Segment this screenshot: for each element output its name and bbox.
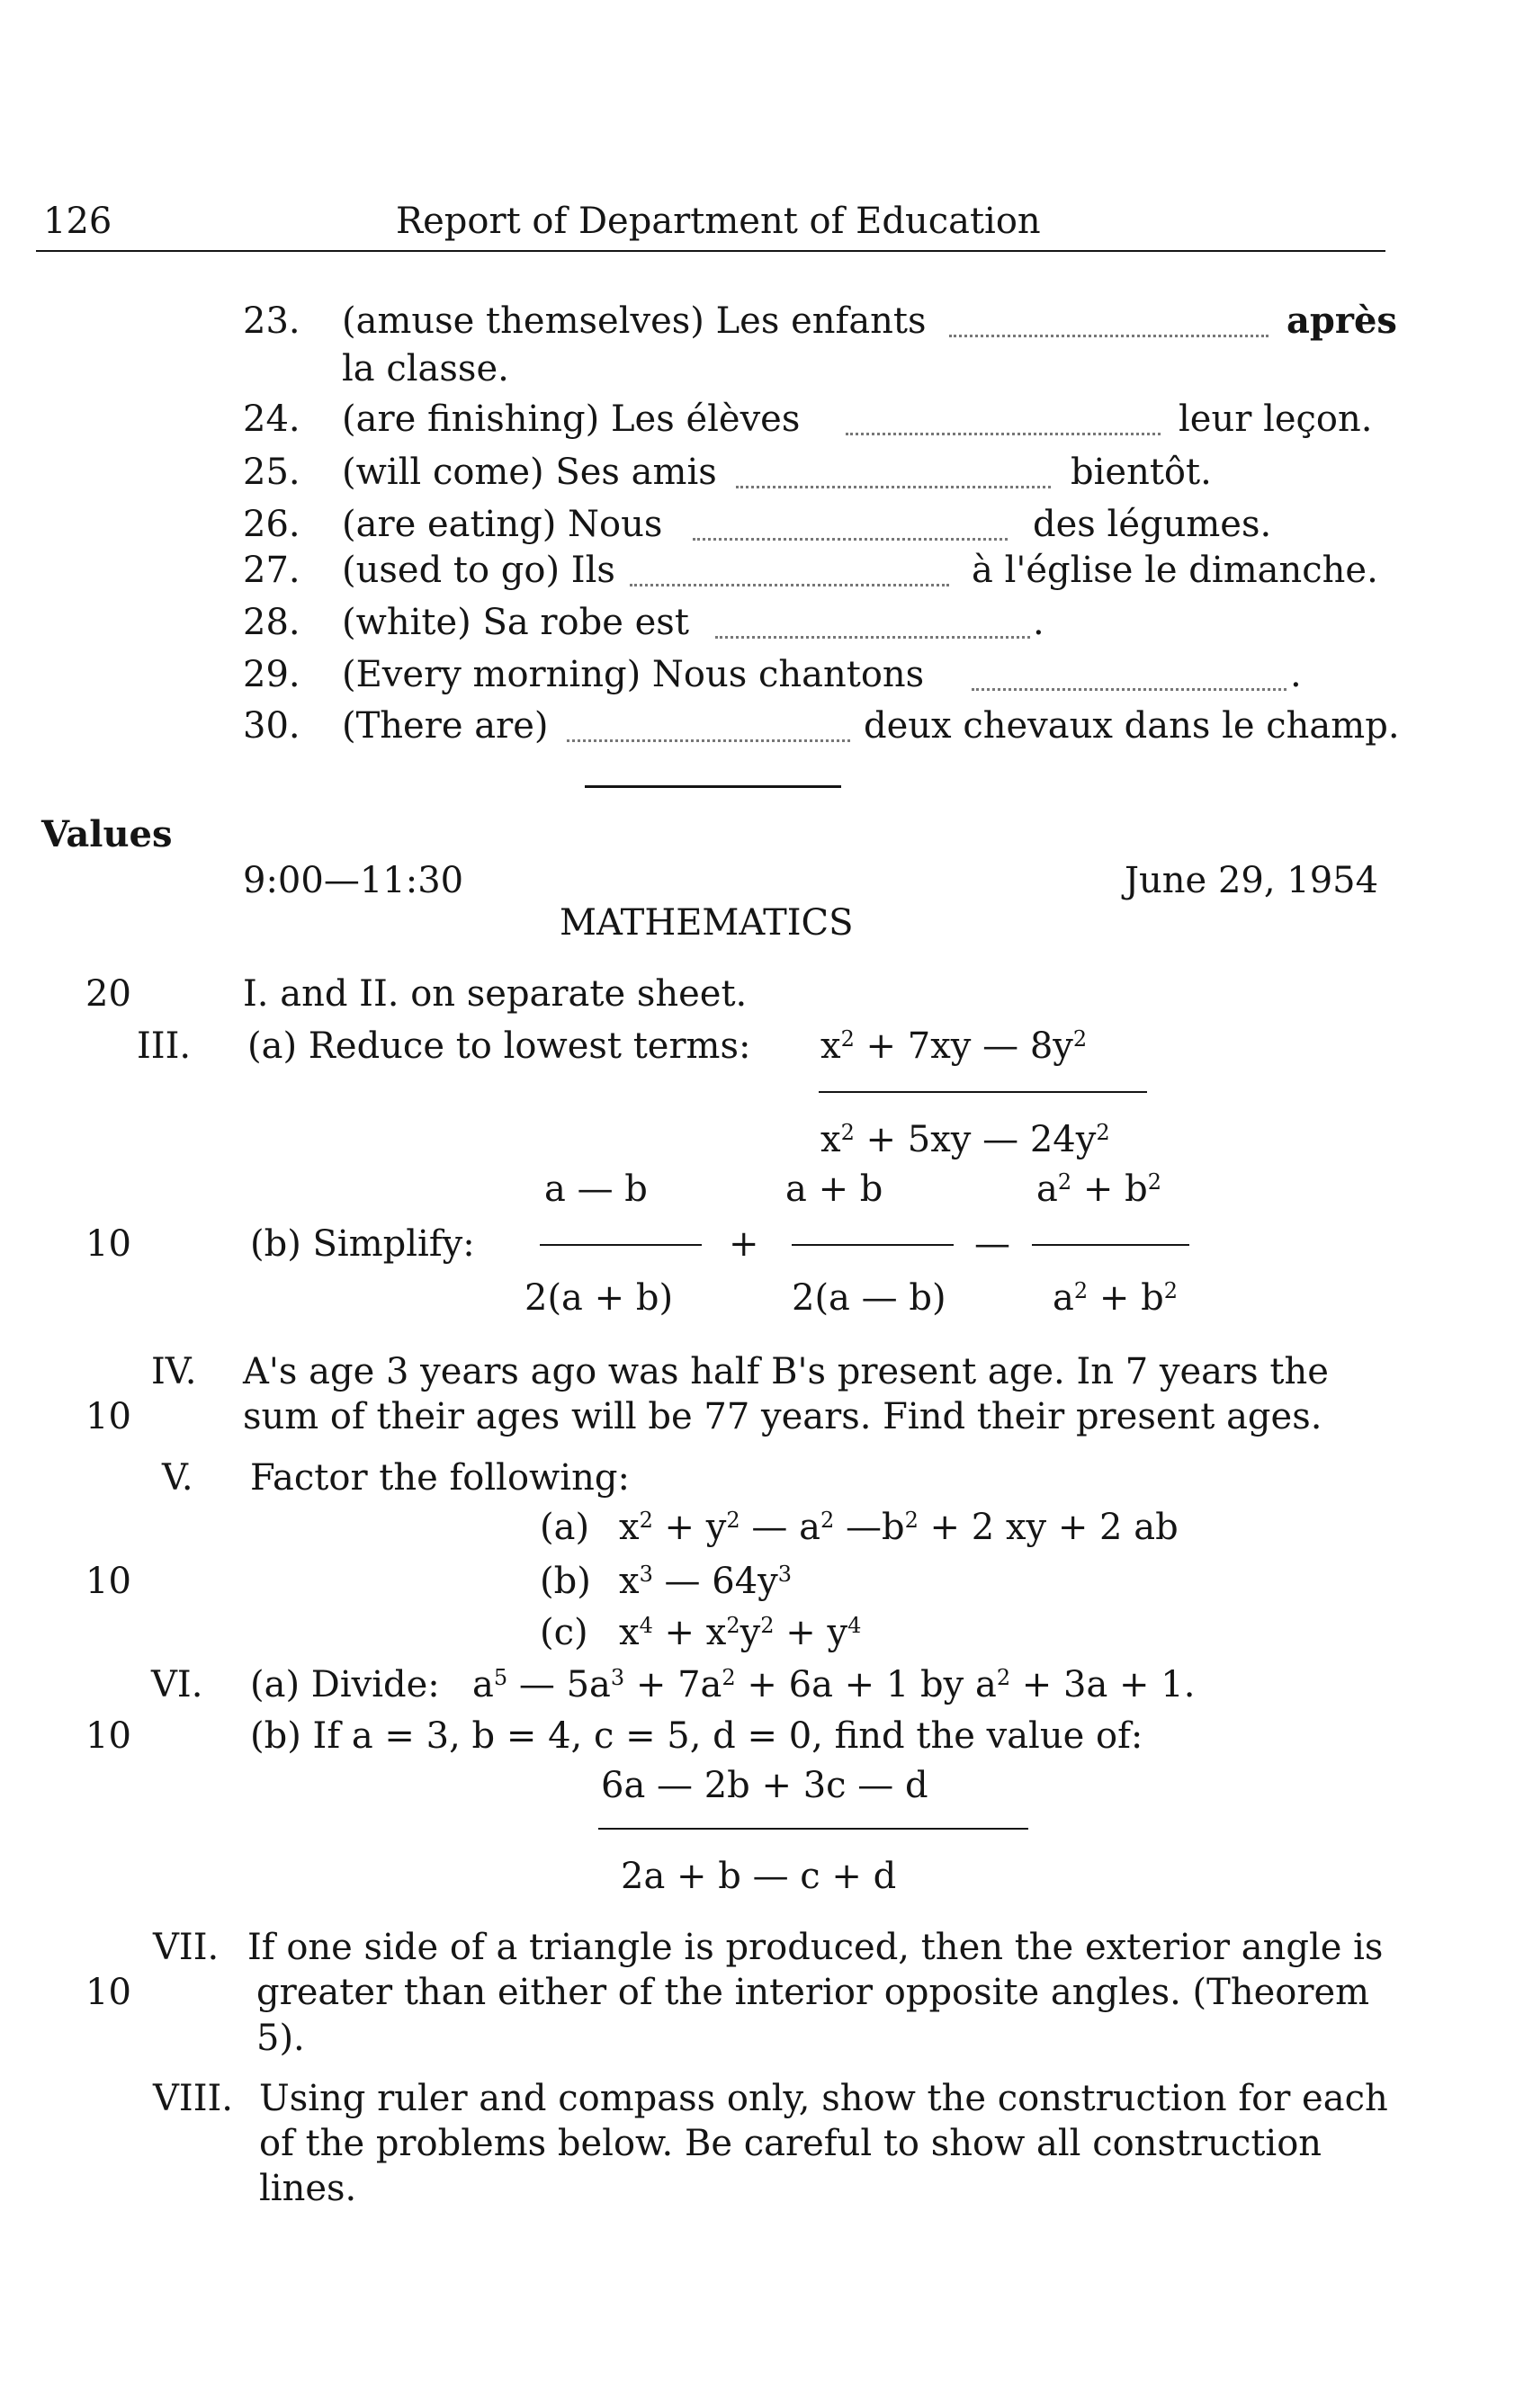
part-label: (c) (540, 1612, 588, 1653)
value-10: 10 (85, 1396, 131, 1437)
fraction-bar (540, 1244, 702, 1246)
values-label: Values (41, 813, 173, 855)
fraction-denominator: 2a + b — c + d (621, 1856, 897, 1897)
blank-line (693, 538, 1008, 541)
blank-line (630, 584, 949, 586)
fraction-bar (792, 1244, 954, 1246)
fraction-denominator: $a^2 + b^2$ (1053, 1277, 1178, 1319)
header-rule (36, 250, 1385, 252)
list-item-after: . (1033, 602, 1044, 643)
list-item-number: 30. (243, 705, 300, 747)
question-VI-a: (a) Divide: (250, 1664, 440, 1705)
value-10: 10 (85, 1223, 131, 1265)
list-item-after: . (1290, 654, 1302, 695)
blank-line (972, 688, 1286, 691)
fraction-numerator: 6a — 2b + 3c — d (601, 1765, 928, 1806)
list-item-number: 24. (243, 398, 300, 440)
list-item-prompt: (There are) (342, 705, 549, 747)
question-III-a: (a) Reduce to lowest terms: (247, 1025, 751, 1067)
list-item-number: 27. (243, 550, 300, 591)
part-label: (a) (540, 1507, 590, 1548)
question-number-VIII: VIII. (153, 2078, 234, 2119)
blank-line (846, 433, 1161, 435)
fraction-denominator: 2(a + b) (524, 1277, 674, 1319)
plus-sign: + (729, 1223, 759, 1265)
value-20: 20 (85, 973, 131, 1015)
list-item-prompt: (white) Sa robe est (342, 602, 689, 643)
blank-line (715, 636, 1030, 639)
list-item-after: bientôt. (1071, 452, 1212, 493)
blank-line (736, 486, 1051, 488)
list-item-prompt: (amuse themselves) Les enfants (342, 300, 927, 342)
value-10: 10 (85, 1715, 131, 1757)
list-item-after: à l'église le dimanche. (972, 550, 1378, 591)
fraction-bar (819, 1091, 1147, 1093)
list-item-after: deux chevaux dans le champ. (864, 705, 1400, 747)
question-number-III: III. (137, 1025, 192, 1067)
page-number: 126 (43, 201, 112, 242)
list-item-after: leur leçon. (1179, 398, 1373, 440)
fraction-numerator: $a^2 + b^2$ (1036, 1168, 1161, 1210)
question-IV-line: A's age 3 years ago was half B's present age. In 7 years the (243, 1351, 1329, 1392)
list-item-prompt: (used to go) Ils (342, 550, 615, 591)
minus-sign: — (974, 1223, 1010, 1265)
expression: $x^2 + y^2$ — $a^2$ $—b^2 + 2$ xy + 2 ab (619, 1507, 1179, 1548)
question-VI-b: (b) If a = 3, b = 4, c = 5, d = 0, find the value of: (250, 1715, 1143, 1757)
question-number-VII: VII. (153, 1927, 220, 1968)
fraction-numerator: a + b (785, 1168, 883, 1210)
list-item-number: 23. (243, 300, 300, 342)
list-item-prompt: (are finishing) Les élèves (342, 398, 801, 440)
question-number-V: V. (162, 1457, 193, 1499)
question-VIII-line: lines. (259, 2168, 357, 2209)
fraction-numerator: $x^2 + 7xy$ — $8y^2$ (820, 1025, 1088, 1067)
separate-sheet-note: I. and II. on separate sheet. (243, 973, 748, 1015)
fraction-denominator: $x^2 + 5xy$ — $24y^2$ (820, 1119, 1110, 1160)
value-10: 10 (85, 1972, 131, 2013)
question-IV-line: sum of their ages will be 77 years. Find their present ages. (243, 1396, 1322, 1437)
part-label: (b) (540, 1561, 591, 1602)
expression: $x^4 + x^2y^2 + y^4$ (619, 1612, 862, 1653)
question-VII-line: 5). (256, 2018, 305, 2059)
question-VII-line: If one side of a triangle is produced, then the exterior angle is (247, 1927, 1384, 1968)
section-divider (585, 785, 841, 788)
list-item-prompt: (Every morning) Nous chantons (342, 654, 925, 695)
list-item-number: 26. (243, 504, 300, 545)
list-item-number: 25. (243, 452, 300, 493)
question-III-b: (b) Simplify: (250, 1223, 475, 1265)
list-item-after: des légumes. (1033, 504, 1272, 545)
value-10: 10 (85, 1561, 131, 1602)
exam-date: June 29, 1954 (1125, 860, 1379, 901)
exam-subject: MATHEMATICS (560, 902, 854, 944)
fraction-bar (1032, 1244, 1189, 1246)
blank-line (949, 335, 1269, 337)
list-item-after: après (1286, 300, 1397, 342)
expression: $a^5$ — $5a^3 + 7a^2 + 6a + 1$ by $a^2 + 3a + 1$. (472, 1664, 1196, 1705)
fraction-denominator: 2(a — b) (792, 1277, 946, 1319)
question-VII-line: greater than either of the interior opposite angles. (Theorem (256, 1972, 1370, 2013)
question-number-IV: IV. (151, 1351, 197, 1392)
question-VIII-line: of the problems below. Be careful to show all construction (259, 2123, 1322, 2164)
fraction-numerator: a — b (544, 1168, 648, 1210)
expression: $x^3$ — $64y^3$ (619, 1561, 793, 1602)
question-V-text: Factor the following: (250, 1457, 630, 1499)
running-title: Report of Department of Education (396, 201, 1041, 242)
list-item-number: 29. (243, 654, 300, 695)
question-number-VI: VI. (151, 1664, 203, 1705)
list-item-continuation: la classe. (342, 348, 509, 389)
question-VIII-line: Using ruler and compass only, show the construction for each (259, 2078, 1388, 2119)
exam-time: 9:00—11:30 (243, 860, 464, 901)
fraction-bar (598, 1828, 1028, 1830)
blank-line (567, 739, 850, 742)
list-item-prompt: (will come) Ses amis (342, 452, 717, 493)
list-item-prompt: (are eating) Nous (342, 504, 663, 545)
list-item-number: 28. (243, 602, 300, 643)
